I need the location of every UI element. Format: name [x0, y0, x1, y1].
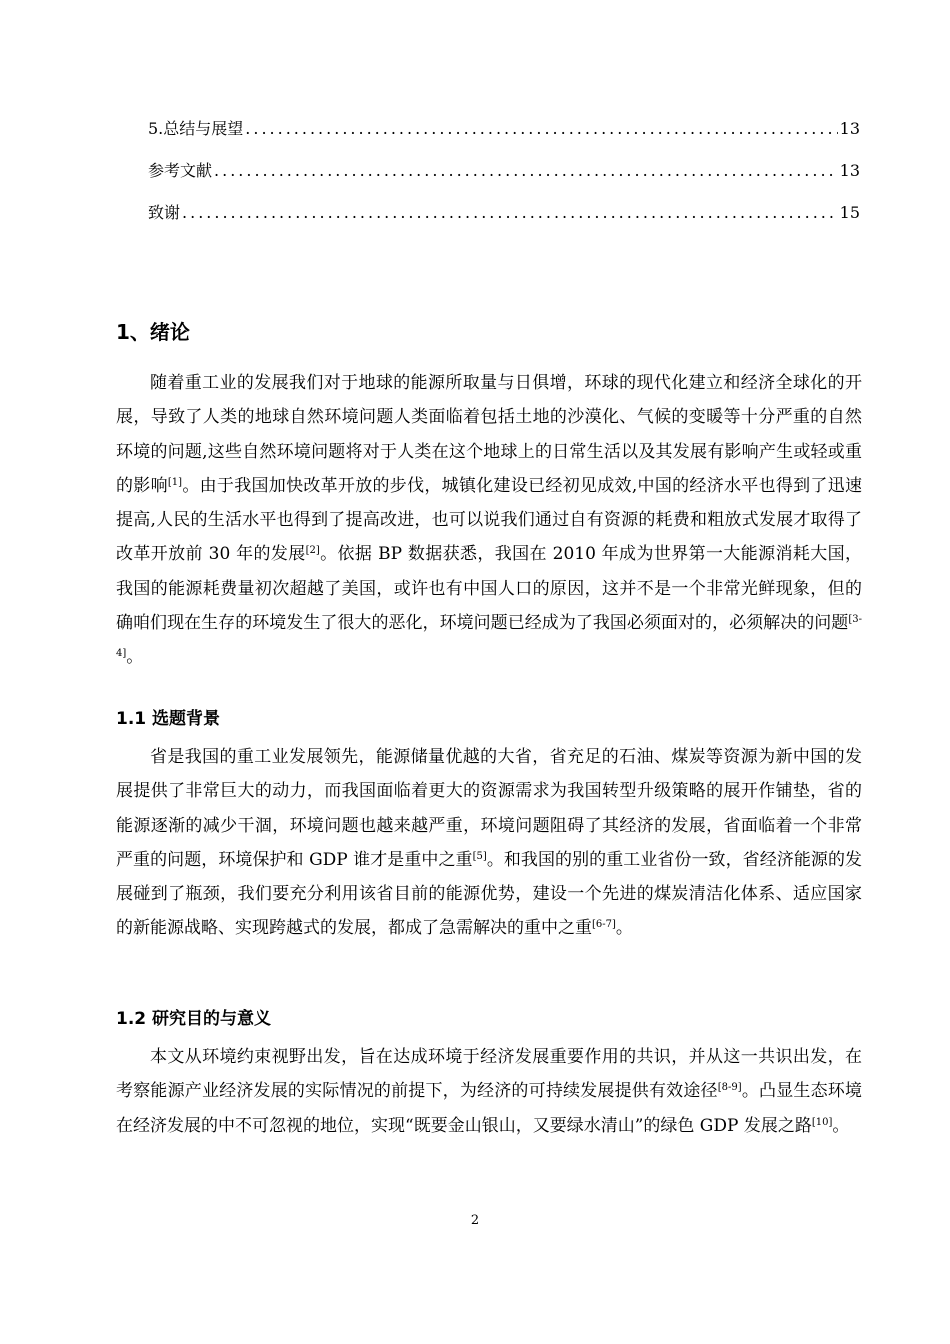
toc-leader-dots — [245, 116, 837, 142]
purpose-paragraph — [116, 1040, 862, 1143]
table-of-contents — [148, 116, 860, 242]
toc-entry-label: 5.总结与展望 — [148, 119, 244, 138]
toc-entry-label: 参考文献 — [148, 161, 213, 180]
citation[interactable]: [3-4] — [116, 614, 862, 660]
citation[interactable]: [10] — [811, 1116, 833, 1128]
toc-entry-page: 13 — [839, 161, 860, 180]
intro-paragraph — [116, 366, 862, 675]
toc-entry-page: 15 — [839, 203, 860, 222]
text-run: 。 — [615, 918, 633, 939]
citation[interactable]: [1] — [167, 476, 183, 488]
section-heading-background: 1.1 选题背景 — [116, 709, 221, 729]
citation[interactable]: [5] — [472, 850, 487, 862]
text-run: 。凸显生态环境在经济发展的中不可忽视的地位，实现“既要金山银山，又要绿水清山”的绿色 GDP 发展之路 — [116, 1081, 863, 1136]
text-run: 。 — [126, 647, 144, 668]
text-run: 。依据 BP 数据获悉，我国在 2010 年成为世界第一大能源消耗大国，我国的能源耗费量初次超越了美国，或许也有中国人口的原因，这并不是一个非常光鲜现象，但的确咱们现在生存的环境发生了很大的恶化，环境问题已经成为了我国必须面对的，必须解决的问题 — [116, 544, 862, 634]
citation[interactable]: [8-9] — [717, 1082, 742, 1094]
toc-entry-conclusion[interactable] — [148, 116, 860, 158]
text-run: 本文从环境约束视野出发，旨在达成环境于经济发展重要作用的共识，并从这一共识出发，在考察能源产业经济发展的实际情况的前提下，为经济的可持续发展提供有效途径 — [116, 1047, 862, 1102]
citation[interactable]: [6-7] — [592, 919, 616, 931]
toc-leader-dots — [182, 200, 838, 226]
page-number: 2 — [470, 1213, 480, 1228]
toc-entry-references[interactable] — [148, 158, 860, 200]
background-paragraph — [116, 740, 862, 946]
toc-entry-label: 致谢 — [148, 203, 181, 222]
section-heading-introduction: 1、绪论 — [116, 320, 190, 344]
text-run: 随着重工业的发展我们对于地球的能源所取量与日俱增，环球的现代化建立和经济全球化的开展，导致了人类的地球自然环境问题人类面临着包括土地的沙漠化、气候的变暖等十分严重的自然环境的问题,这些自然环境问题将对于人类在这个地球上的日常生活以及其发展有影响产生或轻或重的影响 — [116, 373, 862, 496]
text-run: 。 — [832, 1115, 850, 1136]
toc-entry-page: 13 — [839, 119, 860, 138]
toc-entry-acknowledgements[interactable] — [148, 200, 860, 242]
section-heading-purpose: 1.2 研究目的与意义 — [116, 1009, 272, 1029]
text-run: 。由于我国加快改革开放的步伐，城镇化建设已经初见成效,中国的经济水平也得到了迅速提高,人民的生活水平也得到了提高改进，也可以说我们通过自有资源的耗费和粗放式发展才取得了改革开放前 30 年的发展 — [116, 475, 863, 565]
toc-leader-dots — [214, 158, 838, 184]
text-run: 。和我国的别的重工业省份一致，省经济能源的发展碰到了瓶颈，我们要充分利用该省目前的能源优势，建设一个先进的煤炭清洁化体系、适应国家的新能源战略、实现跨越式的发展，都成了急需解决的重中之重 — [116, 849, 863, 939]
citation[interactable]: [2] — [305, 545, 320, 557]
text-run: 省是我国的重工业发展领先，能源储量优越的大省，省充足的石油、煤炭等资源为新中国的发展提供了非常巨大的动力，而我国面临着更大的资源需求为我国转型升级策略的展开作铺垫，省的能源逐渐的减少干涸，环境问题也越来越严重，环境问题阻碍了其经济的发展，省面临着一个非常严重的问题，环境保护和 GDP 谁才是重中之重 — [116, 747, 862, 870]
